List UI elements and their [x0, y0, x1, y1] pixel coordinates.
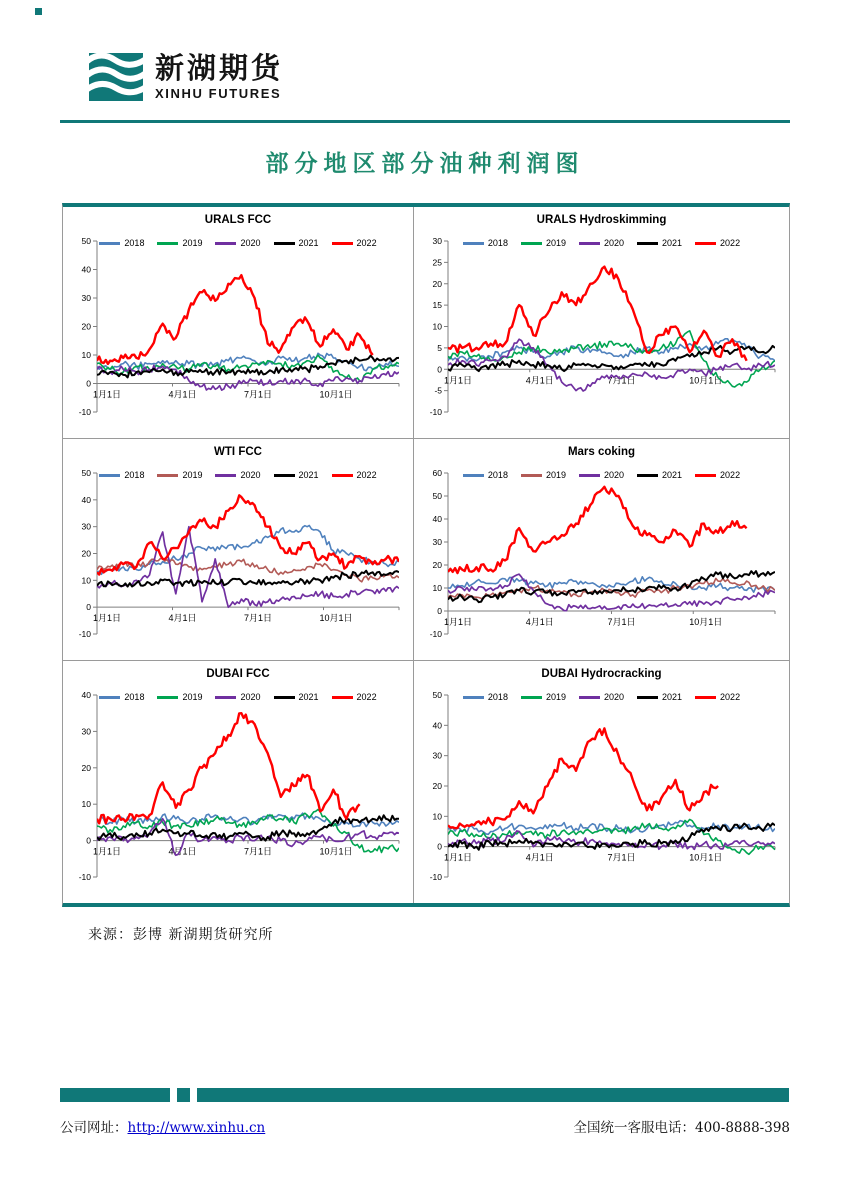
- svg-text:4月1日: 4月1日: [168, 389, 197, 400]
- svg-text:4月1日: 4月1日: [525, 375, 554, 386]
- svg-text:10月1日: 10月1日: [319, 389, 353, 400]
- footer-bar-segment: [177, 1088, 190, 1102]
- legend-label: 2022: [720, 238, 741, 248]
- svg-text:7月1日: 7月1日: [607, 375, 636, 386]
- footer: [60, 1116, 790, 1136]
- legend-label: 2020: [240, 470, 261, 480]
- header-divider: [60, 120, 790, 123]
- svg-text:20: 20: [81, 548, 91, 559]
- svg-text:10月1日: 10月1日: [319, 613, 353, 624]
- legend-label: 2019: [545, 470, 566, 480]
- svg-text:10月1日: 10月1日: [689, 617, 723, 627]
- legend-label: 2021: [298, 470, 319, 480]
- svg-text:40: 40: [432, 514, 442, 524]
- footer-bar-segment: [60, 1088, 170, 1102]
- svg-text:1月1日: 1月1日: [444, 852, 473, 863]
- company-logo: [88, 50, 283, 104]
- svg-text:50: 50: [81, 236, 91, 246]
- chart-panel-dubai-fcc: [63, 661, 414, 903]
- svg-text:7月1日: 7月1日: [607, 617, 636, 627]
- logo-text: [155, 53, 283, 100]
- svg-text:20: 20: [432, 781, 442, 791]
- svg-text:-5: -5: [434, 385, 442, 396]
- svg-text:-10: -10: [429, 872, 442, 882]
- svg-text:10: 10: [432, 811, 442, 822]
- chart-plot-area: [63, 227, 413, 438]
- chart-plot-area: [414, 227, 789, 438]
- svg-text:7月1日: 7月1日: [607, 852, 636, 863]
- svg-text:50: 50: [81, 468, 91, 478]
- footer-bar-segment: [197, 1088, 789, 1102]
- svg-text:40: 40: [81, 494, 91, 505]
- svg-text:7月1日: 7月1日: [244, 846, 273, 857]
- legend-label: 2021: [662, 238, 683, 248]
- legend-label: 2018: [487, 470, 508, 480]
- svg-text:0: 0: [86, 835, 91, 846]
- legend-label: 2018: [487, 238, 508, 248]
- chart-panel-urals-fcc: [63, 207, 414, 439]
- legend-label: 2019: [182, 692, 203, 702]
- legend-label: 2020: [603, 470, 625, 480]
- svg-text:30: 30: [81, 521, 91, 532]
- svg-text:4月1日: 4月1日: [525, 617, 554, 627]
- page-title: 部分地区部分油种利润图: [265, 150, 585, 177]
- svg-text:1月1日: 1月1日: [93, 846, 122, 857]
- legend-label: 2022: [720, 470, 741, 480]
- footer-website: [60, 1116, 265, 1136]
- svg-text:7月1日: 7月1日: [244, 389, 273, 400]
- svg-text:4月1日: 4月1日: [168, 613, 197, 624]
- svg-text:0: 0: [437, 364, 442, 375]
- svg-text:10月1日: 10月1日: [689, 852, 723, 863]
- logo-english-name: XINHU FUTURES: [155, 85, 282, 101]
- svg-text:30: 30: [432, 750, 442, 761]
- chart-plot-area: [63, 459, 413, 660]
- svg-text:1月1日: 1月1日: [93, 389, 122, 400]
- legend-label: 2021: [662, 692, 683, 702]
- svg-text:40: 40: [432, 720, 442, 731]
- svg-text:15: 15: [432, 300, 442, 311]
- page-corner-mark: [35, 8, 42, 15]
- legend-label: 2021: [298, 692, 319, 702]
- svg-text:1月1日: 1月1日: [444, 617, 473, 627]
- svg-text:-10: -10: [429, 629, 442, 639]
- legend-label: 2019: [182, 238, 203, 248]
- svg-text:30: 30: [432, 537, 442, 547]
- legend-label: 2020: [240, 238, 261, 248]
- legend-label: 2019: [545, 692, 566, 702]
- svg-text:30: 30: [432, 236, 442, 246]
- legend-label: 2020: [603, 692, 625, 702]
- chart-plot-area: [414, 459, 789, 660]
- chart-panel-wti-fcc: [63, 439, 414, 661]
- chart-title: DUBAI FCC: [206, 668, 270, 680]
- svg-text:10: 10: [81, 575, 91, 586]
- footer-hotline: 全国统一客服电话：400-8888-398: [573, 1120, 790, 1136]
- legend-label: 2018: [124, 470, 145, 480]
- legend-label: 2020: [603, 238, 625, 248]
- legend-label: 2021: [662, 470, 683, 480]
- svg-text:20: 20: [432, 278, 442, 289]
- svg-text:5: 5: [437, 342, 442, 353]
- chart-panel-dubai-hydrocracking: [414, 661, 789, 903]
- svg-text:10月1日: 10月1日: [689, 375, 723, 386]
- svg-text:30: 30: [81, 293, 91, 303]
- svg-text:20: 20: [81, 762, 91, 773]
- chart-panel-urals-hydroskimming: [414, 207, 789, 439]
- svg-text:0: 0: [437, 606, 442, 616]
- legend-label: 2018: [124, 692, 145, 702]
- svg-text:10月1日: 10月1日: [319, 846, 353, 857]
- svg-text:10: 10: [81, 350, 91, 360]
- legend-label: 2019: [182, 470, 203, 480]
- legend-label: 2022: [356, 470, 377, 480]
- website-link[interactable]: http://www.xinhu.cn: [127, 1120, 266, 1136]
- svg-text:50: 50: [432, 491, 442, 501]
- svg-text:1月1日: 1月1日: [444, 375, 473, 386]
- legend-label: 2018: [124, 238, 145, 248]
- svg-text:0: 0: [86, 378, 91, 389]
- svg-text:4月1日: 4月1日: [525, 852, 554, 863]
- svg-text:-10: -10: [429, 407, 442, 417]
- svg-text:40: 40: [81, 690, 91, 700]
- svg-text:-10: -10: [78, 407, 91, 417]
- svg-text:-10: -10: [78, 872, 91, 882]
- legend-label: 2022: [356, 238, 377, 248]
- svg-text:4月1日: 4月1日: [168, 846, 197, 857]
- svg-text:7月1日: 7月1日: [244, 613, 273, 624]
- svg-text:20: 20: [432, 560, 442, 570]
- legend-label: 2018: [487, 692, 508, 702]
- svg-text:30: 30: [81, 726, 91, 737]
- svg-text:0: 0: [437, 841, 442, 852]
- svg-text:20: 20: [81, 321, 91, 332]
- website-label: 公司网址：: [60, 1120, 128, 1136]
- svg-text:1月1日: 1月1日: [93, 613, 122, 624]
- legend-label: 2020: [240, 692, 261, 702]
- svg-text:50: 50: [432, 690, 442, 700]
- chart-title: URALS FCC: [204, 214, 272, 226]
- svg-text:40: 40: [81, 264, 91, 275]
- source-note: 来源：彭博 新湖期货研究所: [88, 927, 274, 943]
- legend-label: 2021: [298, 238, 319, 248]
- chart-plot-area: [414, 681, 789, 903]
- chart-panel-mars-coking: [414, 439, 789, 661]
- svg-text:0: 0: [86, 602, 91, 613]
- svg-text:10: 10: [432, 583, 442, 593]
- svg-text:-10: -10: [78, 629, 91, 639]
- chart-title: URALS Hydroskimming: [536, 214, 667, 226]
- chart-plot-area: [63, 681, 413, 903]
- svg-text:10: 10: [432, 321, 442, 332]
- legend-label: 2022: [356, 692, 377, 702]
- xinhu-wave-icon: [88, 50, 144, 104]
- chart-title: DUBAI Hydrocracking: [541, 668, 662, 680]
- legend-label: 2019: [545, 238, 566, 248]
- legend-label: 2022: [720, 692, 741, 702]
- logo-chinese-name: 新湖期货: [155, 51, 284, 86]
- chart-title: Mars coking: [567, 446, 636, 458]
- svg-text:60: 60: [432, 468, 442, 478]
- charts-grid: [62, 203, 790, 907]
- svg-text:10: 10: [81, 799, 91, 810]
- chart-title: WTI FCC: [214, 446, 262, 458]
- svg-text:25: 25: [432, 257, 442, 268]
